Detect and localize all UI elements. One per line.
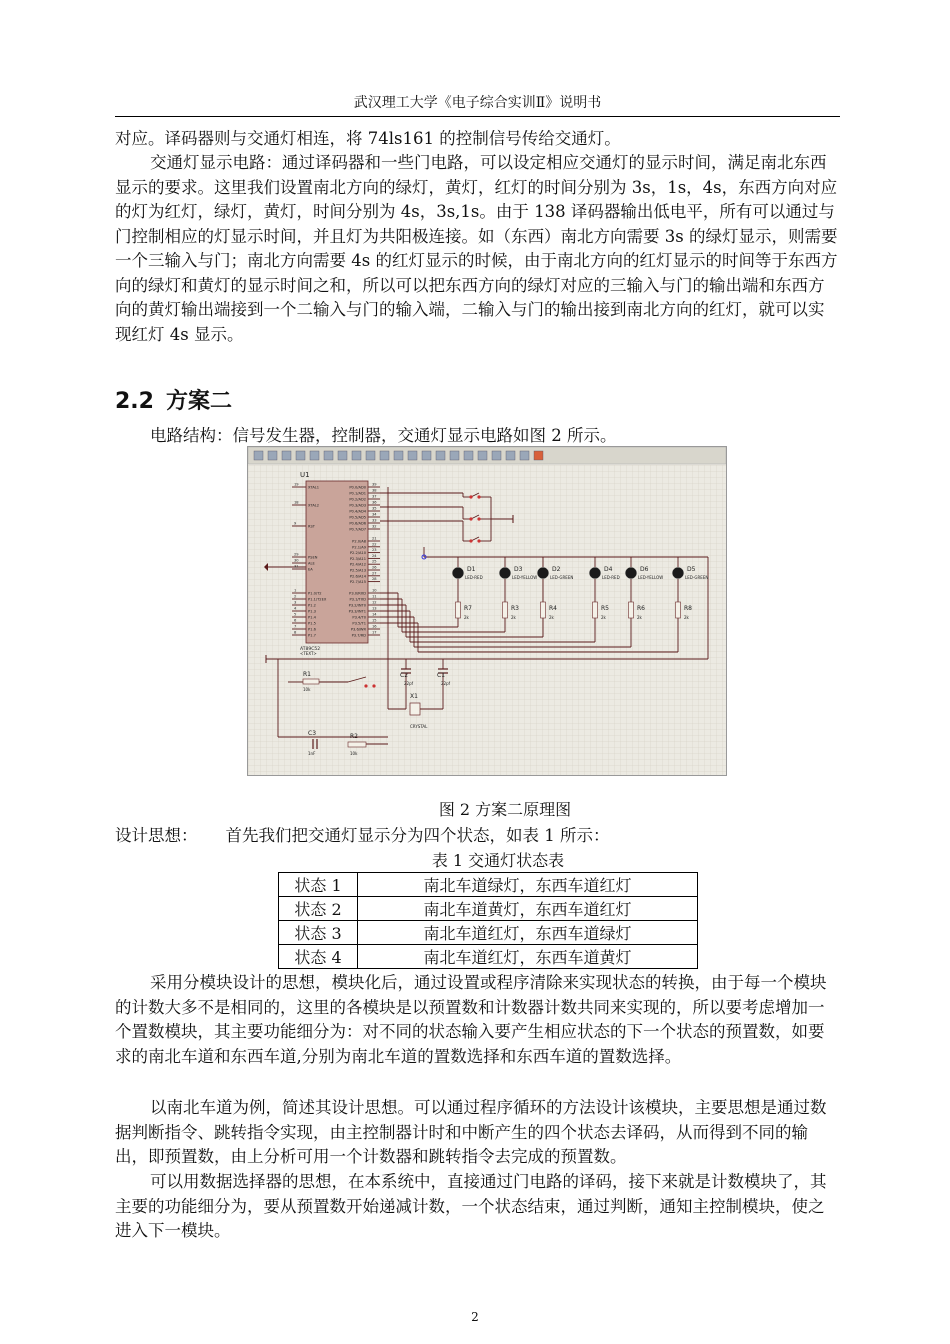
chip-pin-name: P2.0/A8 [352,539,366,544]
schematic-svg [248,447,726,775]
state-table [278,872,698,969]
led-ref-label: D3 [514,566,523,573]
schematic-figure [247,446,727,776]
chip-pin-number: 11 [372,594,377,599]
state-cell: 状态 3 [279,921,358,945]
switch-contact [364,684,367,687]
state-desc-cell: 南北车道红灯，东西车道黄灯 [358,945,698,969]
chip-pin-number: 9 [294,521,297,526]
resistor-ref-label: R7 [464,605,472,612]
paragraph-circuit-structure: 电路结构：信号发生器，控制器，交通灯显示电路如图 2 所示。 [150,426,617,445]
paragraph-traffic-light-circuit: 交通灯显示电路：通过译码器和一些门电路，可以设定相应交通灯的显示时间，满足南北东西显示的要求。这里我们设置南北方向的绿灯，黄灯，红灯的时间分别为 3s，1s，4s，东西方向对应的灯为红灯，绿灯，黄灯，时间分别为 4s，3s,1s。由于 138 译码器输出低电平，所有可以通过与门控制相应的灯显示时间，并且灯为共阳极连接。如（东西）南北方向需要 3s 的绿灯显示，则需要一个三输入与门；南北方向需要 4s 的红灯显示的时候，由于南北方向的红灯显示的时间等于东西方向的绿灯和黄灯的显示时间之和，所以可以把东西方向的绿灯对应的三输入与门的输出端和东西方向的黄灯输出端接到一个二输入与门的输入端，二输入与门的输出接到南北方向的红灯，就可以实现红灯 4s 显示。 [115,153,838,344]
chip-pin-name: XTAL2 [308,503,320,508]
switch-contact [477,517,480,520]
led-type-label: LED-GREEN [685,575,709,580]
chip-text-tag: <TEXT> [300,651,317,656]
chip-pin-name: P1.6 [308,627,316,632]
chip-pin-number: 15 [372,618,377,623]
capacitor-ref-label: C3 [308,730,317,737]
resistor [503,602,508,618]
chip-pin-number: 34 [372,512,377,517]
toolbar-icon [254,451,263,460]
toolbar-icon [520,451,529,460]
state-desc-cell: 南北车道绿灯，东西车道红灯 [358,873,698,897]
toolbar-icon [338,451,347,460]
paragraph-counter-module: 可以用数据选择器的思想，在本系统中，直接通过门电路的译码，接下来就是计数模块了，其主要的功能细分为，要从预置数开始递减计数，一个状态结束，通过判断，通知主控制模块，使之进入下一模块。 [115,1172,827,1240]
chip-pin-number: 18 [294,500,299,505]
chip-pin-number: 38 [372,488,377,493]
chip-pin-number: 35 [372,506,377,511]
chip-pin-number: 12 [372,600,377,605]
toolbar-icon [534,451,543,460]
chip-pin-name: P3.6/WR [350,627,366,632]
chip-pin-name: P1.2 [308,603,316,608]
chip-pin-number: 13 [372,606,377,611]
toolbar-icon [268,451,277,460]
state-cell: 状态 1 [279,873,358,897]
crystal-value-label: CRYSTAL [410,724,428,729]
toolbar-icon [408,451,417,460]
chip-pin-name: P0.2/AD2 [349,497,366,502]
state-desc-cell: 南北车道黄灯，东西车道红灯 [358,897,698,921]
resistor [456,602,461,618]
resistor-value-label: 10k [303,687,311,692]
figure-caption: 图 2 方案二原理图 [438,800,572,819]
section-title: 方案二 [165,389,232,414]
chip-pin-name: P1.7 [308,633,316,638]
led-ref-label: D6 [640,566,649,573]
switch-contact [372,684,375,687]
led-ref-label: D4 [604,566,613,573]
led-indicator [538,568,549,579]
chip-pin-name: P3.0/RXD [349,591,366,596]
chip-pin-number: 25 [372,559,377,564]
resistor-ref-label: R1 [303,671,311,678]
toolbar-icon [366,451,375,460]
table-row [279,897,698,921]
chip-pin-number: 36 [372,500,377,505]
resistor [303,679,319,684]
resistor-value-label: 2k [601,615,606,620]
led-type-label: LED-YELLOW [512,575,538,580]
toolbar-icon [352,451,361,460]
chip-ref-label: U1 [300,471,310,479]
chip-pin-name: P2.5/A13 [349,568,366,573]
chip-pin-number: 39 [372,482,377,487]
resistor [541,602,546,618]
toolbar-icon [478,451,487,460]
resistor-ref-label: R8 [684,605,692,612]
paragraph-design-idea [115,824,840,849]
switch-contact [477,495,480,498]
chip-pin-name: RST [308,524,315,529]
toolbar-icon [450,451,459,460]
chip-pin-name: P3.2/INT0 [348,603,366,608]
chip-pin-name: P3.1/TXD [349,597,366,602]
switch-contact [469,517,472,520]
chip-pin-name: P0.4/AD4 [349,509,366,514]
chip-pin-number: 37 [372,494,377,499]
switch-contact [469,539,472,542]
led-type-label: LED-YELLOW [638,575,664,580]
resistor-value-label: 2k [549,615,554,620]
paragraph-module-design: 采用分模块设计的思想，模块化后，通过设置或程序清除来实现状态的转换，由于每一个模块的计数大多不是相同的，这里的各模块是以预置数和计数器计数共同来实现的，所以要考虑增加一个置数模块，其主要功能细分为：对不同的状态输入要产生相应状态的下一个状态的预置数，如要求的南北车道和东西车道,分别为南北车道的置数选择和东西车道的置数选择。 [115,973,827,1066]
resistor-ref-label: R6 [637,605,645,612]
chip-pin-name: P3.7/RD [351,633,366,638]
toolbar-icon [324,451,333,460]
chip-pin-number: 22 [372,542,377,547]
chip-pin-name: P1.3 [308,609,316,614]
table-caption: 表 1 交通灯状态表 [431,851,565,870]
resistor-value-label: 2k [511,615,516,620]
toolbar-icon [464,451,473,460]
chip-pin-number: 6 [294,618,297,623]
resistor-value-label: 2k [464,615,469,620]
chip-pin-number: 23 [372,548,377,553]
chip-pin-number: 2 [294,594,297,599]
state-cell: 状态 2 [279,897,358,921]
resistor [676,602,681,618]
toolbar-icon [310,451,319,460]
chip-pin-name: PSEN [308,555,318,560]
led-type-label: LED-RED [602,575,620,580]
paragraph-1: 对应。译码器则与交通灯相连，将 74ls161 的控制信号传给交通灯。 [115,129,621,148]
switch-contact [469,495,472,498]
led-type-label: LED-RED [465,575,483,580]
design-idea-label: 设计思想： [115,826,198,845]
chip-pin-number: 31 [294,564,299,569]
capacitor-ref-label: C1 [437,672,446,679]
resistor [629,602,634,618]
chip-pin-name: P1.5 [308,621,316,626]
resistor-ref-label: R5 [601,605,609,612]
toolbar-icon [422,451,431,460]
chip-pin-number: 14 [372,612,377,617]
led-indicator [590,568,601,579]
chip-pin-name: EA [308,567,313,572]
led-ref-label: D5 [687,566,696,573]
table-row [279,921,698,945]
resistor [348,742,366,747]
capacitor-value-label: 22pf [441,681,451,686]
paragraph-north-south: 以南北车道为例，简述其设计思想。可以通过程序循环的方法设计该模块，主要思想是通过数据判断指令、跳转指令实现，由主控制器计时和中断产生的四个状态去译码，从而得到不同的输出，即预置数，由上分析可用一个计数器和跳转指令去完成的预置数。 [115,1098,827,1166]
resistor-value-label: 2k [637,615,642,620]
toolbar-icon [492,451,501,460]
chip-pin-number: 30 [294,558,299,563]
chip-pin-number: 10 [372,588,377,593]
chip-pin-name: P2.1/A9 [352,545,366,550]
toolbar-icon [506,451,515,460]
state-desc-cell: 南北车道红灯，东西车道绿灯 [358,921,698,945]
chip-pin-name: P2.2/A10 [349,551,366,556]
chip-pin-number: 29 [294,552,299,557]
chip-pin-number: 27 [372,571,377,576]
resistor-value-label: 10k [350,751,358,756]
chip-part-label: AT89C52 [300,647,321,652]
chip-pin-name: ALE [308,561,315,566]
chip-pin-number: 28 [372,577,377,582]
chip-pin-number: 5 [294,612,297,617]
led-indicator [500,568,511,579]
table-row [279,873,698,897]
capacitor-value-label: 22pf [404,681,414,686]
toolbar-icon [436,451,445,460]
design-idea-text: 首先我们把交通灯显示分为四个状态，如表 1 所示： [225,826,610,845]
resistor-value-label: 2k [684,615,689,620]
chip-pin-number: 21 [372,536,377,541]
led-indicator [673,568,684,579]
page-header: 武汉理工大学《电子综合实训Ⅱ》说明书 [115,92,840,117]
led-ref-label: D1 [467,566,476,573]
toolbar-icon [296,451,305,460]
chip-pin-number: 32 [372,524,377,529]
chip-pin-number: 7 [294,624,297,629]
page-number: 2 [471,1310,479,1324]
chip-pin-name: P2.6/A14 [349,574,366,579]
chip-pin-number: 8 [294,630,297,635]
chip-pin-name: P0.6/AD6 [349,521,366,526]
capacitor-value-label: 1nF [308,751,316,756]
chip-pin-number: 33 [372,518,377,523]
resistor [593,602,598,618]
resistor-ref-label: R4 [549,605,557,612]
switch-contact [477,539,480,542]
led-ref-label: D2 [552,566,561,573]
led-type-label: LED-GREEN [550,575,574,580]
chip-pin-name: P3.4/T0 [352,615,366,620]
chip-pin-name: P2.4/A12 [349,562,366,567]
led-indicator [453,568,464,579]
chip-pin-name: P3.5/T1 [352,621,366,626]
chip-pin-name: P0.7/AD7 [349,527,366,532]
chip-pin-number: 17 [372,630,377,635]
chip-pin-name: P1.1/T2EX [308,597,327,602]
chip-pin-name: P0.3/AD3 [349,503,366,508]
toolbar-icon [282,451,291,460]
chip-pin-name: XTAL1 [308,485,320,490]
chip-pin-number: 3 [294,600,297,605]
chip-pin-number: 26 [372,565,377,570]
capacitor-ref-label: C2 [400,672,409,679]
section-heading [115,384,232,415]
chip-pin-name: P0.0/AD0 [349,485,366,490]
chip-pin-name: P0.5/AD5 [349,515,366,520]
resistor-ref-label: R2 [350,733,358,740]
toolbar-icon [380,451,389,460]
led-indicator [626,568,637,579]
chip-pin-number: 16 [372,624,377,629]
toolbar-icon [394,451,403,460]
section-number: 2.2 [115,389,154,414]
table-row [279,945,698,969]
chip-pin-name: P3.3/INT1 [348,609,366,614]
chip-pin-name: P2.3/A11 [349,556,366,561]
chip-pin-number: 1 [294,588,297,593]
crystal-ref-label: X1 [410,693,418,700]
chip-pin-number: 4 [294,606,297,611]
chip-pin-name: P2.7/A15 [349,580,366,585]
chip-pin-name: P0.1/AD1 [349,491,366,496]
chip-pin-number: 19 [294,482,299,487]
chip-pin-name: P1.0/T2 [308,591,322,596]
chip-pin-number: 24 [372,553,377,558]
resistor-ref-label: R3 [511,605,519,612]
chip-pin-name: P1.4 [308,615,316,620]
state-cell: 状态 4 [279,945,358,969]
crystal [410,703,420,715]
